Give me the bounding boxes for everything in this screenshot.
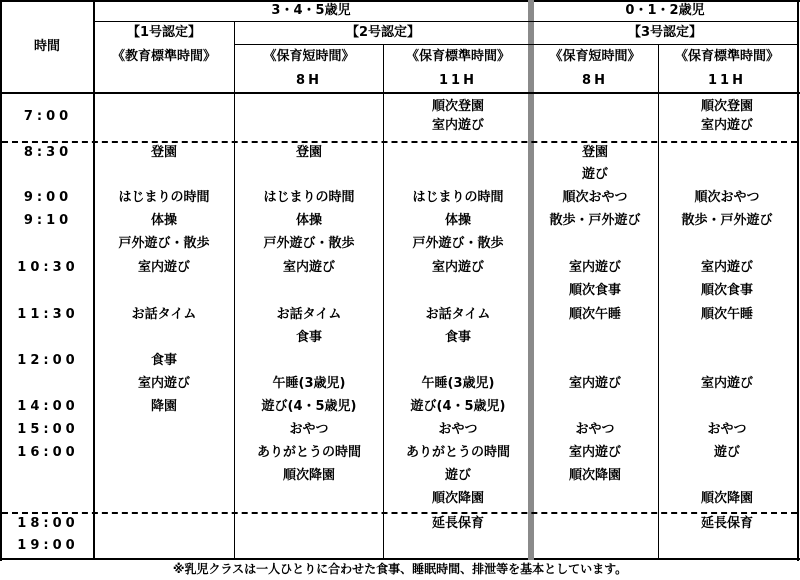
cert-column-divider (234, 21, 235, 560)
activity-cell: 登園 (150, 145, 178, 160)
activity-cell: 午睡(3歳児) (421, 376, 495, 391)
activity-cell: 降園 (150, 399, 178, 414)
activity-cell: 室内遊び (431, 118, 485, 133)
activity-cell: 順次午睡 (568, 307, 622, 322)
time-label: 9:00 (23, 190, 73, 205)
time-label: 10:30 (17, 260, 79, 275)
dashed-divider-upper (2, 141, 797, 143)
activity-cell: 遊び (581, 167, 609, 182)
activity-cell: 室内遊び (568, 445, 622, 460)
table-top-border (0, 0, 800, 2)
activity-cell: はじまりの時間 (263, 190, 355, 205)
activity-cell: 体操 (444, 213, 472, 228)
cert1-header: 【1号認定】 (126, 25, 202, 40)
activity-cell: 遊び(4・5歳児) (410, 399, 506, 414)
activity-cell: 順次おやつ (562, 190, 628, 205)
age-group-345-header: 3・4・5歳児 (271, 3, 351, 18)
age-group-012-header: 0・1・2歳児 (625, 3, 705, 18)
activity-cell: 室内遊び (568, 260, 622, 275)
time-label: 19:00 (17, 538, 79, 553)
activity-cell: お話タイム (425, 307, 491, 322)
age-group-row-divider (95, 21, 798, 22)
time-header: 時間 (33, 39, 61, 54)
activity-cell: 室内遊び (700, 376, 754, 391)
time-label: 16:00 (17, 445, 79, 460)
activity-cell: 順次降園 (431, 491, 485, 506)
activity-cell: 散歩・戸外遊び (549, 213, 641, 228)
cert3-header: 【3号認定】 (627, 25, 703, 40)
activity-cell: 食事 (150, 353, 178, 368)
activity-cell: 順次食事 (568, 283, 622, 298)
time-label: 15:00 (17, 422, 79, 437)
activity-cell: 順次おやつ (694, 190, 760, 205)
activity-cell: お話タイム (131, 307, 197, 322)
cert-row-divider (235, 44, 798, 45)
activity-cell: 体操 (295, 213, 323, 228)
activity-cell: 室内遊び (568, 376, 622, 391)
hours-11h-label: 11H (439, 73, 477, 88)
activity-cell: 遊び(4・5歳児) (261, 399, 357, 414)
time-label: 11:30 (17, 307, 79, 322)
activity-cell: 戸外遊び・散歩 (263, 236, 355, 251)
activity-cell: 室内遊び (282, 260, 336, 275)
standard-hours-header: 《保育標準時間》 (405, 49, 511, 64)
activity-cell: 順次午睡 (700, 307, 754, 322)
edu-standard-header: 《教育標準時間》 (111, 49, 217, 64)
time-label: 9:10 (23, 213, 73, 228)
table-bottom-border (0, 558, 800, 560)
activity-cell: ありがとうの時間 (405, 445, 511, 460)
activity-cell: 戸外遊び・散歩 (412, 236, 504, 251)
activity-cell: 順次登園 (700, 99, 754, 114)
short-hours-header: 《保育短時間》 (263, 49, 355, 64)
activity-cell: 順次降園 (700, 491, 754, 506)
header-bottom-border (0, 92, 800, 94)
time-label: 18:00 (17, 516, 79, 531)
activity-cell: 延長保育 (431, 516, 485, 531)
activity-cell: 順次降園 (568, 468, 622, 483)
activity-cell: 遊び (444, 468, 472, 483)
activity-cell: 散歩・戸外遊び (681, 213, 773, 228)
activity-cell: はじまりの時間 (412, 190, 504, 205)
activity-cell: お話タイム (276, 307, 342, 322)
footnote: ※乳児クラスは一人ひとりに合わせた食事、睡眠時間、排泄等を基本としています。 (172, 562, 628, 576)
standard-hours-012-header: 《保育標準時間》 (674, 49, 780, 64)
table-right-border (797, 0, 799, 561)
activity-cell: おやつ (707, 422, 747, 437)
time-label: 8:30 (23, 145, 73, 160)
activity-cell: 延長保育 (700, 516, 754, 531)
activity-cell: はじまりの時間 (118, 190, 210, 205)
activity-cell: ありがとうの時間 (256, 445, 362, 460)
activity-cell: おやつ (575, 422, 615, 437)
time-label: 7:00 (23, 109, 73, 124)
hours-column-divider-1 (383, 44, 384, 560)
activity-cell: 室内遊び (700, 118, 754, 133)
activity-cell: 登園 (581, 145, 609, 160)
activity-cell: 登園 (295, 145, 323, 160)
activity-cell: 順次降園 (282, 468, 336, 483)
cert2-header: 【2号認定】 (345, 25, 421, 40)
hours-11h-012-label: 11H (708, 73, 746, 88)
activity-cell: おやつ (438, 422, 478, 437)
activity-cell: おやつ (289, 422, 329, 437)
hours-8h-012-label: 8H (582, 73, 608, 88)
short-hours-012-header: 《保育短時間》 (549, 49, 641, 64)
time-label: 12:00 (17, 353, 79, 368)
activity-cell: 室内遊び (700, 260, 754, 275)
activity-cell: 午睡(3歳児) (272, 376, 346, 391)
activity-cell: 室内遊び (431, 260, 485, 275)
dashed-divider-lower (2, 512, 797, 514)
activity-cell: 室内遊び (137, 376, 191, 391)
activity-cell: 順次食事 (700, 283, 754, 298)
activity-cell: 食事 (295, 330, 323, 345)
activity-cell: 室内遊び (137, 260, 191, 275)
hours-column-divider-2 (658, 44, 659, 560)
age-group-divider (528, 0, 534, 560)
activity-cell: 体操 (150, 213, 178, 228)
time-label: 14:00 (17, 399, 79, 414)
time-column-divider (93, 0, 95, 560)
table-left-border (0, 0, 2, 561)
activity-cell: 戸外遊び・散歩 (118, 236, 210, 251)
activity-cell: 食事 (444, 330, 472, 345)
hours-8h-label: 8H (296, 73, 322, 88)
activity-cell: 順次登園 (431, 99, 485, 114)
activity-cell: 遊び (713, 445, 741, 460)
